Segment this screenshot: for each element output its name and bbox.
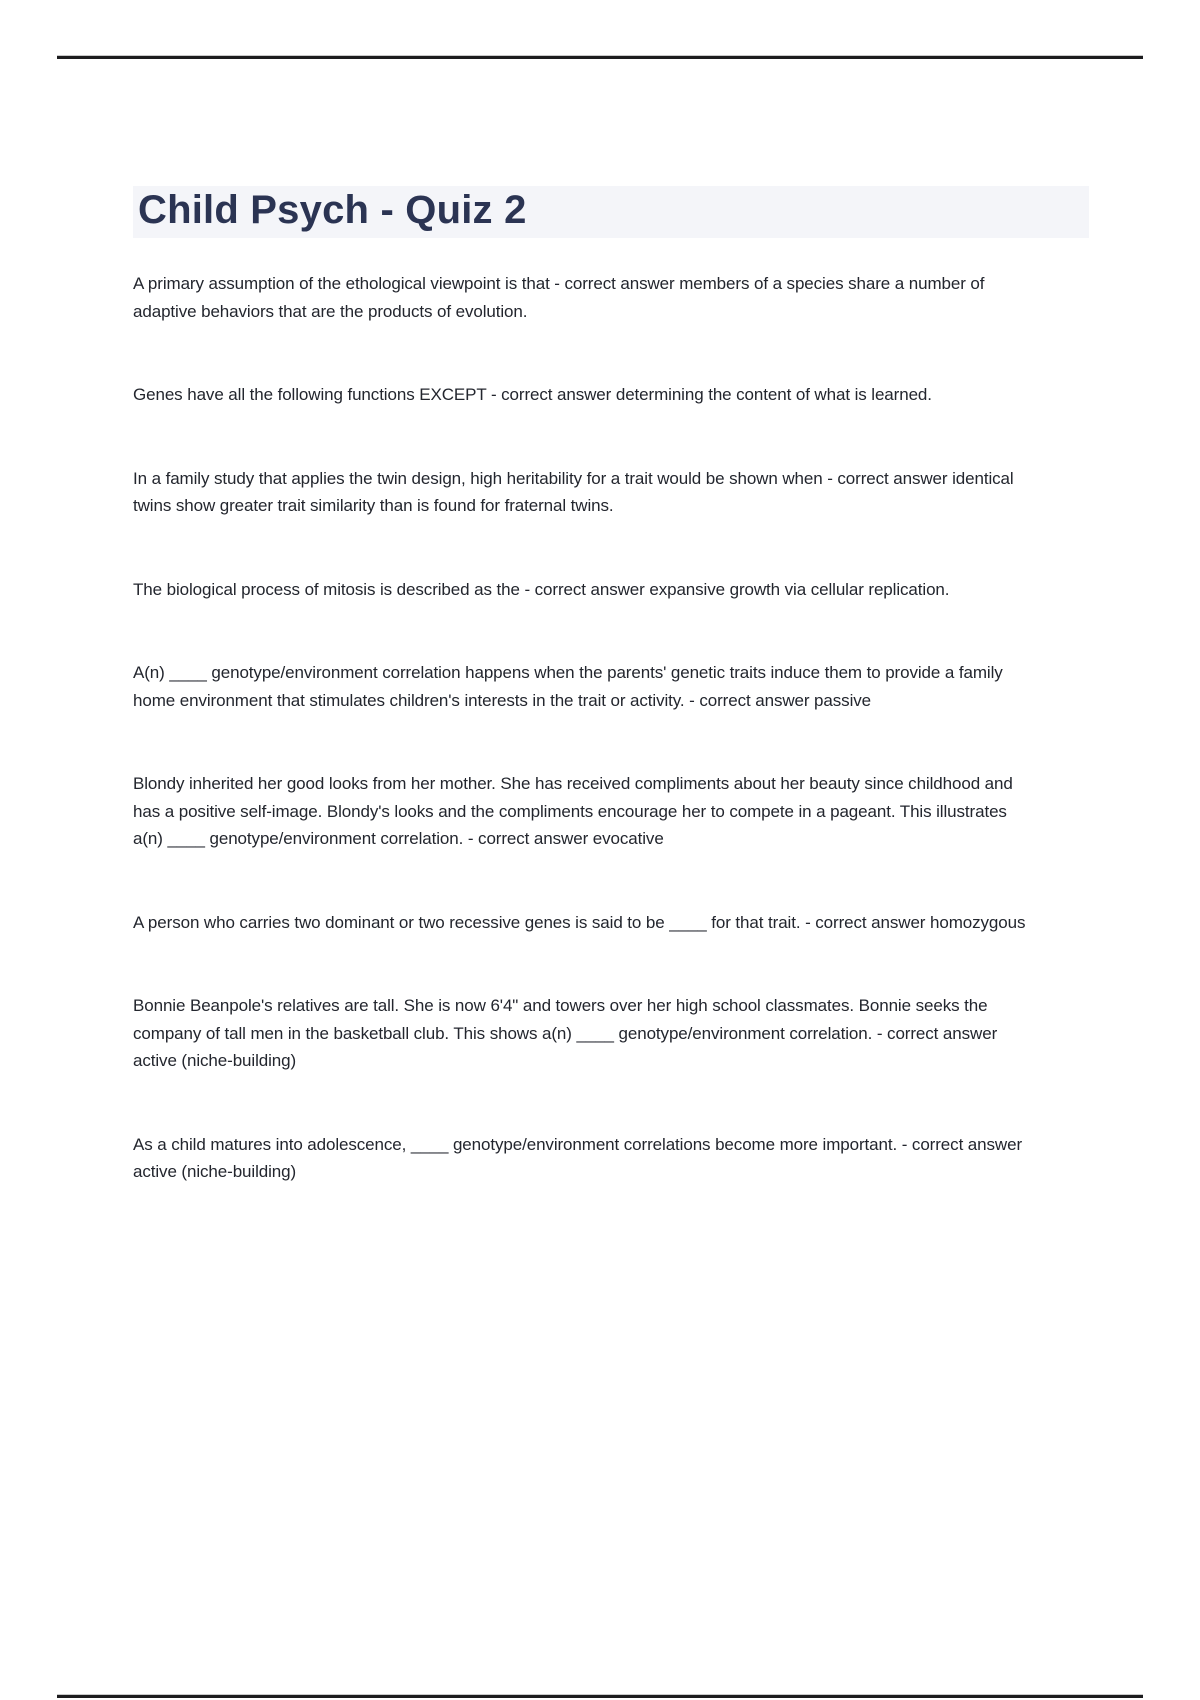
qa-paragraph: Blondy inherited her good looks from her mother. She has received compliments about her beauty since childhood and has a positive self-image. Blondy's looks and the compliments encourage her to compete in a pageant. This illustrates a(n) ____ genotype/environment correlation. - correct answer evocative [133, 774, 1013, 848]
qa-list [133, 270, 1035, 1186]
top-horizontal-rule [57, 55, 1143, 59]
qa-paragraph: A person who carries two dominant or two recessive genes is said to be ____ for that trait. - correct answer homozygous [133, 912, 1026, 932]
qa-paragraph: In a family study that applies the twin design, high heritability for a trait would be shown when - correct answer identical twins show greater trait similarity than is found for fraternal twins. [133, 468, 1014, 515]
qa-paragraph: The biological process of mitosis is described as the - correct answer expansive growth via cellular replication. [133, 579, 950, 599]
document-body [133, 186, 1089, 1242]
qa-paragraph: A primary assumption of the ethological viewpoint is that - correct answer members of a species share a number of adaptive behaviors that are the products of evolution. [133, 274, 985, 321]
page-title: Child Psych - Quiz 2 [138, 188, 527, 232]
qa-paragraph: A(n) ____ genotype/environment correlation happens when the parents' genetic traits induce them to provide a family home environment that stimulates children's interests in the trait or activity. - correct answer passive [133, 663, 1003, 710]
qa-paragraph: Genes have all the following functions EXCEPT - correct answer determining the content of what is learned. [133, 385, 932, 404]
bottom-horizontal-rule [57, 1694, 1143, 1698]
title-highlight-band [133, 186, 1089, 238]
qa-paragraph: As a child matures into adolescence, ____ genotype/environment correlations become more important. - correct answer active (niche-building) [133, 1134, 1023, 1181]
qa-paragraph: Bonnie Beanpole's relatives are tall. She is now 6'4" and towers over her high school classmates. Bonnie seeks the company of tall men in the basketball club. This shows a(n) ____ genotype/environment correlation. - correct answer active (niche-building) [133, 996, 998, 1070]
